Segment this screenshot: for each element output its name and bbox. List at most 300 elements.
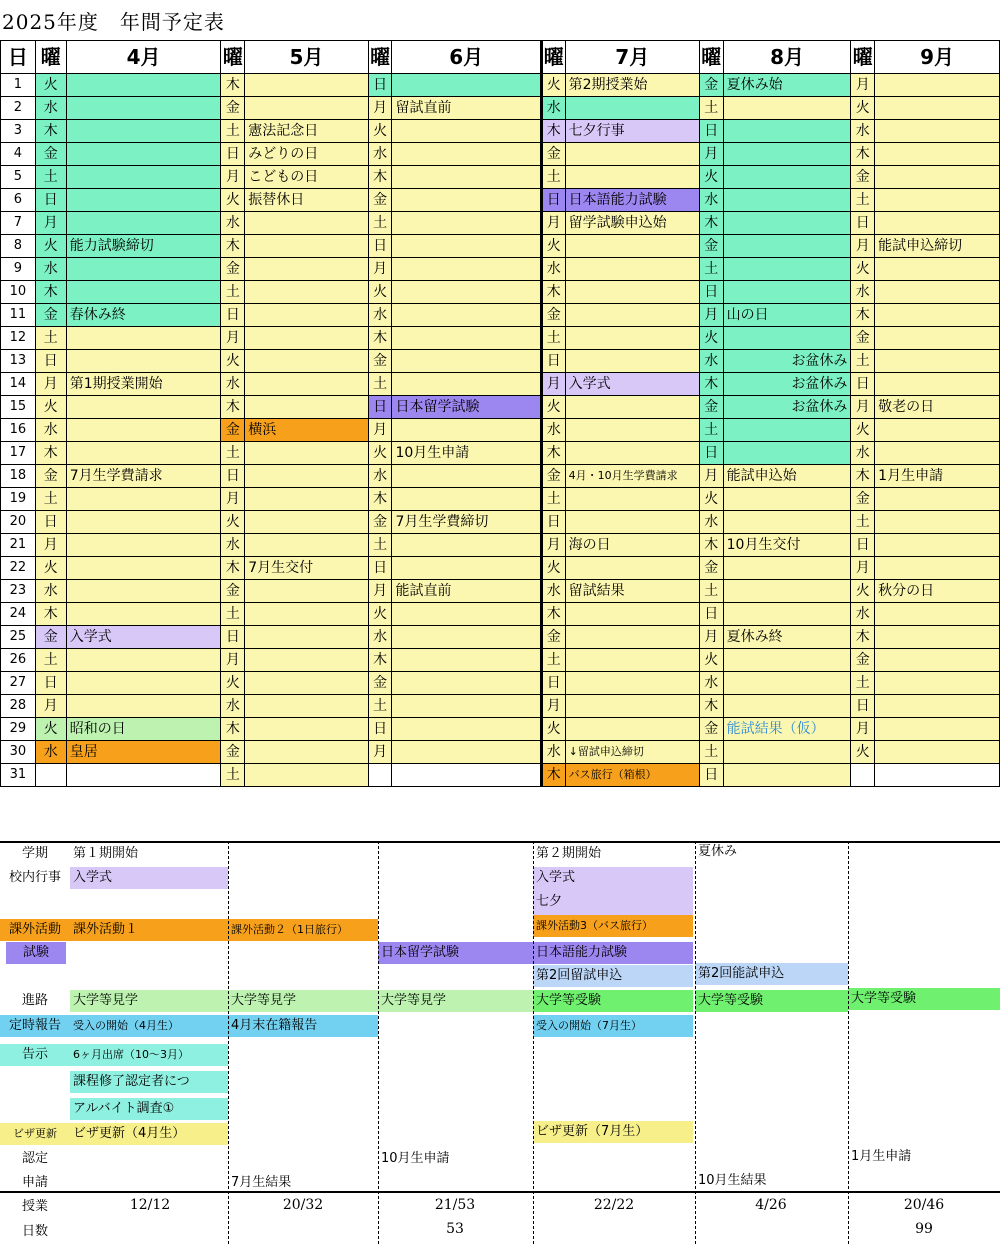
label-background <box>0 1071 70 1121</box>
weekday-cell: 金 <box>35 465 66 488</box>
column-header: 日 <box>1 41 36 74</box>
weekday-cell: 水 <box>35 580 66 603</box>
weekday-cell: 火 <box>221 511 245 534</box>
weekday-cell: 日 <box>699 120 723 143</box>
event-cell <box>723 212 851 235</box>
event-cell <box>66 695 221 718</box>
weekday-cell: 土 <box>699 741 723 764</box>
summary-cell: 課外活動２（1日旅行） <box>228 919 378 941</box>
event-cell <box>875 350 1000 373</box>
day-row <box>1 557 1000 580</box>
weekday-cell: 土 <box>541 488 565 511</box>
day-number: 15 <box>1 396 36 419</box>
weekday-cell: 土 <box>35 327 66 350</box>
weekday-cell: 日 <box>35 672 66 695</box>
event-cell <box>875 97 1000 120</box>
summary-section <box>0 841 1000 1244</box>
weekday-cell: 金 <box>221 741 245 764</box>
summary-cell: 課外活動１ <box>70 919 228 941</box>
summary-cell: 大学等受験 <box>848 988 1000 1010</box>
event-cell <box>245 511 369 534</box>
weekday-cell: 土 <box>851 672 875 695</box>
weekday-cell: 水 <box>368 465 392 488</box>
weekday-cell: 火 <box>699 327 723 350</box>
weekday-cell: 火 <box>35 74 66 97</box>
section-label: 認定 <box>21 1151 48 1166</box>
weekday-cell: 火 <box>35 396 66 419</box>
weekday-cell: 土 <box>368 695 392 718</box>
weekday-cell: 土 <box>851 511 875 534</box>
event-cell <box>723 97 851 120</box>
day-row <box>1 373 1000 396</box>
weekday-cell: 火 <box>221 189 245 212</box>
weekday-cell: 月 <box>221 649 245 672</box>
weekday-cell: 水 <box>541 258 565 281</box>
day-number: 26 <box>1 649 36 672</box>
weekday-cell: 水 <box>541 97 565 120</box>
weekday-cell: 月 <box>851 396 875 419</box>
day-number: 27 <box>1 672 36 695</box>
event-cell <box>565 695 699 718</box>
day-number: 12 <box>1 327 36 350</box>
event-cell <box>875 557 1000 580</box>
event-cell <box>875 626 1000 649</box>
event-cell <box>723 580 851 603</box>
weekday-cell: 金 <box>35 626 66 649</box>
weekday-cell: 月 <box>699 304 723 327</box>
event-cell <box>245 396 369 419</box>
weekday-cell: 土 <box>851 350 875 373</box>
column-header: 5月 <box>245 41 369 74</box>
summary-cell: 7月生結果 <box>231 1175 292 1190</box>
event-cell <box>723 603 851 626</box>
summary-cell: 大学等受験 <box>533 990 693 1012</box>
day-row <box>1 327 1000 350</box>
weekday-cell: 水 <box>221 695 245 718</box>
event-cell <box>66 580 221 603</box>
day-row <box>1 695 1000 718</box>
day-row <box>1 166 1000 189</box>
lesson-count: 21/53 <box>434 1197 476 1213</box>
event-cell: お盆休み <box>723 373 851 396</box>
event-cell <box>723 695 851 718</box>
event-cell <box>723 488 851 511</box>
event-cell: みどりの日 <box>245 143 369 166</box>
summary-cell: 入学式 <box>70 867 228 889</box>
day-row <box>1 603 1000 626</box>
day-number: 3 <box>1 120 36 143</box>
event-cell <box>66 212 221 235</box>
weekday-cell: 日 <box>221 143 245 166</box>
weekday-cell: 木 <box>541 764 565 787</box>
weekday-cell: 金 <box>851 166 875 189</box>
event-cell: 夏休み始 <box>723 74 851 97</box>
column-header: 曜 <box>699 41 723 74</box>
event-cell <box>565 511 699 534</box>
event-cell <box>723 649 851 672</box>
event-cell <box>66 557 221 580</box>
weekday-cell: 土 <box>699 419 723 442</box>
event-cell <box>245 718 369 741</box>
weekday-cell: 木 <box>851 626 875 649</box>
event-cell <box>245 74 369 97</box>
summary-cell: 大学等見学 <box>228 990 378 1012</box>
event-cell <box>66 534 221 557</box>
weekday-cell: 火 <box>851 580 875 603</box>
day-number: 23 <box>1 580 36 603</box>
weekday-cell: 水 <box>851 603 875 626</box>
event-cell <box>723 672 851 695</box>
event-cell: バス旅行（箱根） <box>565 764 699 787</box>
section-label: 申請 <box>21 1175 48 1190</box>
weekday-cell: 月 <box>35 695 66 718</box>
day-number: 7 <box>1 212 36 235</box>
weekday-cell: 火 <box>541 557 565 580</box>
event-cell: お盆休み <box>723 350 851 373</box>
day-row <box>1 212 1000 235</box>
column-header: 曜 <box>851 41 875 74</box>
event-cell <box>66 488 221 511</box>
weekday-cell: 水 <box>368 304 392 327</box>
weekday-cell: 月 <box>221 166 245 189</box>
weekday-cell: 日 <box>368 557 392 580</box>
summary-cell: 日本留学試験 <box>378 942 533 964</box>
event-cell <box>875 304 1000 327</box>
weekday-cell: 火 <box>35 718 66 741</box>
event-cell <box>66 396 221 419</box>
event-cell <box>245 235 369 258</box>
event-cell: 留学試験申込始 <box>565 212 699 235</box>
weekday-cell: 日 <box>851 695 875 718</box>
event-cell: 能試直前 <box>392 580 541 603</box>
event-cell <box>875 281 1000 304</box>
weekday-cell: 金 <box>541 304 565 327</box>
summary-cell: 4月末在籍報告 <box>228 1015 378 1037</box>
weekday-cell: 水 <box>541 741 565 764</box>
event-cell: 憲法記念日 <box>245 120 369 143</box>
weekday-cell: 木 <box>221 74 245 97</box>
event-cell: 山の日 <box>723 304 851 327</box>
weekday-cell: 月 <box>368 580 392 603</box>
event-cell <box>245 488 369 511</box>
column-header: 4月 <box>66 41 221 74</box>
weekday-cell: 月 <box>368 258 392 281</box>
weekday-cell: 木 <box>221 235 245 258</box>
lesson-count: 22/22 <box>593 1197 635 1213</box>
event-cell <box>723 258 851 281</box>
event-cell: お盆休み <box>723 396 851 419</box>
event-cell <box>392 120 541 143</box>
section-label: 授業 <box>21 1199 48 1214</box>
event-cell <box>723 166 851 189</box>
event-cell <box>66 120 221 143</box>
section-label: 課外活動 <box>0 919 70 941</box>
event-cell: 夏休み終 <box>723 626 851 649</box>
event-cell <box>392 672 541 695</box>
event-cell <box>392 143 541 166</box>
event-cell <box>565 603 699 626</box>
section-label: 進路 <box>21 993 48 1008</box>
event-cell <box>392 258 541 281</box>
day-number: 25 <box>1 626 36 649</box>
event-cell <box>66 74 221 97</box>
event-cell <box>66 281 221 304</box>
day-number: 31 <box>1 764 36 787</box>
weekday-cell: 火 <box>699 488 723 511</box>
summary-cell: 10月生結果 <box>698 1173 767 1188</box>
weekday-cell: 木 <box>851 143 875 166</box>
day-number: 17 <box>1 442 36 465</box>
event-cell <box>392 373 541 396</box>
weekday-cell: 金 <box>221 580 245 603</box>
weekday-cell: 土 <box>35 488 66 511</box>
weekday-cell: 日 <box>35 511 66 534</box>
weekday-cell: 金 <box>368 672 392 695</box>
weekday-cell <box>35 764 66 787</box>
weekday-cell: 日 <box>368 396 392 419</box>
weekday-cell: 金 <box>541 143 565 166</box>
event-cell <box>875 189 1000 212</box>
day-row <box>1 143 1000 166</box>
day-count: 53 <box>446 1221 464 1237</box>
day-row <box>1 534 1000 557</box>
summary-cell: ビザ更新（4月生） <box>70 1123 228 1145</box>
event-cell <box>565 396 699 419</box>
weekday-cell: 木 <box>541 603 565 626</box>
weekday-cell: 日 <box>699 442 723 465</box>
day-row <box>1 511 1000 534</box>
column-header: 7月 <box>565 41 699 74</box>
day-number: 11 <box>1 304 36 327</box>
weekday-cell: 土 <box>699 580 723 603</box>
column-header: 曜 <box>541 41 565 74</box>
event-cell <box>875 764 1000 787</box>
event-cell: 春休み終 <box>66 304 221 327</box>
event-cell <box>875 488 1000 511</box>
weekday-cell: 土 <box>221 120 245 143</box>
event-cell <box>392 327 541 350</box>
weekday-cell: 日 <box>851 373 875 396</box>
event-cell <box>392 235 541 258</box>
event-cell <box>245 764 369 787</box>
weekday-cell: 月 <box>35 373 66 396</box>
weekday-cell: 火 <box>368 603 392 626</box>
weekday-cell: 土 <box>221 281 245 304</box>
event-cell: 入学式 <box>66 626 221 649</box>
event-cell: 海の日 <box>565 534 699 557</box>
weekday-cell: 月 <box>699 626 723 649</box>
event-cell <box>66 603 221 626</box>
event-cell <box>565 97 699 120</box>
calendar-table <box>0 40 1000 787</box>
event-cell <box>245 465 369 488</box>
weekday-cell: 火 <box>368 281 392 304</box>
weekday-cell: 木 <box>368 488 392 511</box>
event-cell <box>875 212 1000 235</box>
weekday-cell: 火 <box>368 120 392 143</box>
day-number: 13 <box>1 350 36 373</box>
event-cell <box>392 626 541 649</box>
day-row <box>1 488 1000 511</box>
weekday-cell: 月 <box>699 143 723 166</box>
event-cell <box>245 281 369 304</box>
weekday-cell: 火 <box>541 74 565 97</box>
weekday-cell: 金 <box>368 350 392 373</box>
event-cell <box>392 695 541 718</box>
event-cell <box>875 373 1000 396</box>
event-cell: 能力試験締切 <box>66 235 221 258</box>
day-row <box>1 304 1000 327</box>
weekday-cell: 水 <box>699 350 723 373</box>
event-cell <box>245 350 369 373</box>
weekday-cell: 木 <box>35 120 66 143</box>
event-cell <box>66 189 221 212</box>
weekday-cell: 日 <box>699 764 723 787</box>
event-cell <box>565 166 699 189</box>
section-label: 試験 <box>6 942 66 964</box>
event-cell: 第1期授業開始 <box>66 373 221 396</box>
weekday-cell: 水 <box>35 258 66 281</box>
event-cell: 1月生申請 <box>875 465 1000 488</box>
day-number: 21 <box>1 534 36 557</box>
event-cell <box>66 442 221 465</box>
event-cell <box>392 718 541 741</box>
day-number: 6 <box>1 189 36 212</box>
weekday-cell: 水 <box>851 442 875 465</box>
event-cell <box>875 143 1000 166</box>
event-cell: 敬老の日 <box>875 396 1000 419</box>
weekday-cell: 土 <box>699 258 723 281</box>
weekday-cell: 火 <box>851 97 875 120</box>
weekday-cell: 水 <box>851 120 875 143</box>
weekday-cell: 日 <box>699 603 723 626</box>
event-cell <box>565 419 699 442</box>
day-row <box>1 741 1000 764</box>
event-cell <box>565 718 699 741</box>
weekday-cell: 土 <box>699 97 723 120</box>
event-cell <box>245 672 369 695</box>
event-cell <box>245 327 369 350</box>
day-number: 18 <box>1 465 36 488</box>
weekday-cell: 火 <box>541 235 565 258</box>
event-cell <box>66 672 221 695</box>
event-cell <box>245 442 369 465</box>
weekday-cell: 水 <box>699 672 723 695</box>
weekday-cell: 火 <box>221 350 245 373</box>
weekday-cell: 木 <box>368 166 392 189</box>
summary-cell: 受入の開始（7月生） <box>533 1015 693 1037</box>
event-cell: 7月生学費締切 <box>392 511 541 534</box>
summary-cell: 第２期開始 <box>536 846 602 861</box>
day-row <box>1 419 1000 442</box>
day-row <box>1 396 1000 419</box>
weekday-cell: 火 <box>368 442 392 465</box>
day-number: 28 <box>1 695 36 718</box>
event-cell <box>392 281 541 304</box>
section-label: 学期 <box>21 846 48 861</box>
event-cell <box>66 143 221 166</box>
weekday-cell: 土 <box>221 442 245 465</box>
weekday-cell: 水 <box>368 626 392 649</box>
section-label: ビザ更新 <box>0 1123 70 1145</box>
day-row <box>1 74 1000 97</box>
event-cell <box>565 143 699 166</box>
weekday-cell: 木 <box>221 557 245 580</box>
weekday-cell: 月 <box>699 465 723 488</box>
weekday-cell: 日 <box>368 74 392 97</box>
event-cell <box>245 212 369 235</box>
summary-cell: 夏休み <box>698 844 738 859</box>
section-label: 校内行事 <box>8 870 61 885</box>
weekday-cell: 金 <box>35 143 66 166</box>
weekday-cell: 金 <box>221 419 245 442</box>
page-title: 2025年度 年間予定表 <box>2 10 225 34</box>
column-header: 曜 <box>368 41 392 74</box>
day-number: 30 <box>1 741 36 764</box>
weekday-cell: 金 <box>221 258 245 281</box>
weekday-cell: 金 <box>699 557 723 580</box>
event-cell <box>565 304 699 327</box>
event-cell <box>565 327 699 350</box>
event-cell <box>723 557 851 580</box>
day-row <box>1 764 1000 787</box>
event-cell <box>392 166 541 189</box>
event-cell: 振替休日 <box>245 189 369 212</box>
weekday-cell: 日 <box>699 281 723 304</box>
day-row <box>1 580 1000 603</box>
summary-cell: 大学等受験 <box>695 990 848 1012</box>
weekday-cell: 木 <box>541 120 565 143</box>
weekday-cell: 木 <box>221 396 245 419</box>
weekday-cell: 月 <box>541 695 565 718</box>
section-label: 告示 <box>0 1044 70 1066</box>
summary-cell: 入学式 <box>533 867 693 889</box>
event-cell <box>565 235 699 258</box>
day-row <box>1 281 1000 304</box>
event-cell <box>392 488 541 511</box>
event-cell: ↓留試申込締切 <box>565 741 699 764</box>
weekday-cell: 日 <box>221 465 245 488</box>
weekday-cell: 金 <box>541 465 565 488</box>
summary-cell: 大学等見学 <box>70 990 228 1012</box>
day-row <box>1 718 1000 741</box>
summary-cell: 日本語能力試験 <box>533 942 693 964</box>
section-label: 日数 <box>21 1224 48 1239</box>
day-row <box>1 442 1000 465</box>
weekday-cell: 木 <box>35 281 66 304</box>
weekday-cell: 土 <box>368 212 392 235</box>
event-cell <box>875 511 1000 534</box>
section-divider <box>0 1191 1000 1193</box>
summary-cell: 課外活動3（バス旅行） <box>533 915 693 937</box>
weekday-cell: 水 <box>35 97 66 120</box>
column-header: 9月 <box>875 41 1000 74</box>
summary-cell: 10月生申請 <box>381 1151 450 1166</box>
weekday-cell: 月 <box>221 327 245 350</box>
weekday-cell: 木 <box>541 281 565 304</box>
weekday-cell: 木 <box>851 465 875 488</box>
weekday-cell: 土 <box>541 327 565 350</box>
weekday-cell: 日 <box>541 189 565 212</box>
event-cell: 第2期授業始 <box>565 74 699 97</box>
event-cell: 能試結果（仮） <box>723 718 851 741</box>
event-cell <box>245 97 369 120</box>
weekday-cell: 水 <box>699 511 723 534</box>
column-divider <box>228 841 229 1244</box>
weekday-cell: 金 <box>368 189 392 212</box>
event-cell <box>66 649 221 672</box>
event-cell: 日本留学試験 <box>392 396 541 419</box>
